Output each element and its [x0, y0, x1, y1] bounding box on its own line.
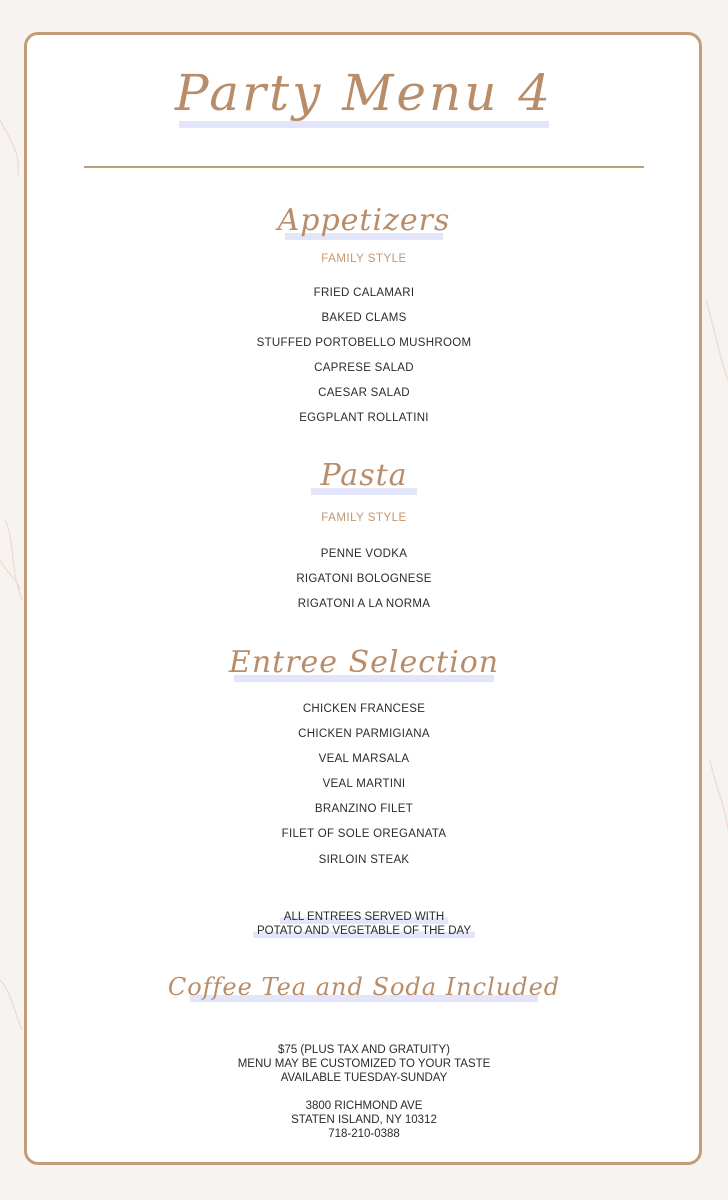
pasta-heading: Pasta [320, 458, 408, 493]
address-line2: STATEN ISLAND, NY 10312 [291, 1114, 437, 1126]
list-item: EGGPLANT ROLLATINI [299, 412, 429, 425]
address-line1: 3800 RICHMOND AVE [305, 1100, 423, 1112]
availability-text: AVAILABLE TUESDAY-SUNDAY [280, 1072, 448, 1084]
entrees-note-line1: ALL ENTREES SERVED WITH [280, 910, 448, 924]
contact-info [0, 1099, 728, 1141]
list-item: FILET OF SOLE OREGANATA [281, 828, 447, 841]
list-item: BRANZINO FILET [314, 803, 414, 816]
phone-number: 718-210-0388 [328, 1128, 400, 1140]
appetizers-style: FAMILY STYLE [321, 253, 407, 265]
list-item: BAKED CLAMS [321, 312, 407, 325]
list-item: VEAL MARTINI [322, 778, 406, 791]
list-item: CHICKEN PARMIGIANA [298, 728, 430, 741]
list-item: CHICKEN FRANCESE [302, 703, 426, 715]
list-item: RIGATONI A LA NORMA [297, 598, 431, 611]
pasta-style: FAMILY STYLE [321, 512, 407, 524]
pricing-info [0, 1043, 728, 1085]
appetizers-list [0, 281, 728, 432]
entrees-list [0, 697, 728, 873]
entrees-note [0, 910, 728, 938]
entrees-heading: Entree Selection [228, 645, 500, 680]
list-item: CAPRESE SALAD [314, 362, 414, 375]
list-item: RIGATONI BOLOGNESE [296, 573, 432, 586]
entrees-note-line2: POTATO AND VEGETABLE OF THE DAY [253, 924, 475, 938]
customize-text: MENU MAY BE CUSTOMIZED TO YOUR TASTE [237, 1058, 491, 1070]
pasta-list [0, 542, 728, 617]
list-item: PENNE VODKA [320, 548, 408, 560]
list-item: SIRLOIN STEAK [318, 853, 410, 866]
appetizers-heading: Appetizers [277, 203, 451, 238]
title-divider [84, 166, 644, 168]
list-item: STUFFED PORTOBELLO MUSHROOM [256, 337, 472, 350]
list-item: FRIED CALAMARI [313, 287, 415, 299]
price-text: $75 (PLUS TAX AND GRATUITY) [278, 1044, 450, 1056]
included-heading: Coffee Tea and Soda Included [167, 973, 561, 1001]
list-item: CAESAR SALAD [318, 387, 410, 400]
title-highlight [179, 121, 549, 128]
list-item: VEAL MARSALA [318, 753, 410, 766]
menu-title: Party Menu 4 [174, 64, 554, 122]
